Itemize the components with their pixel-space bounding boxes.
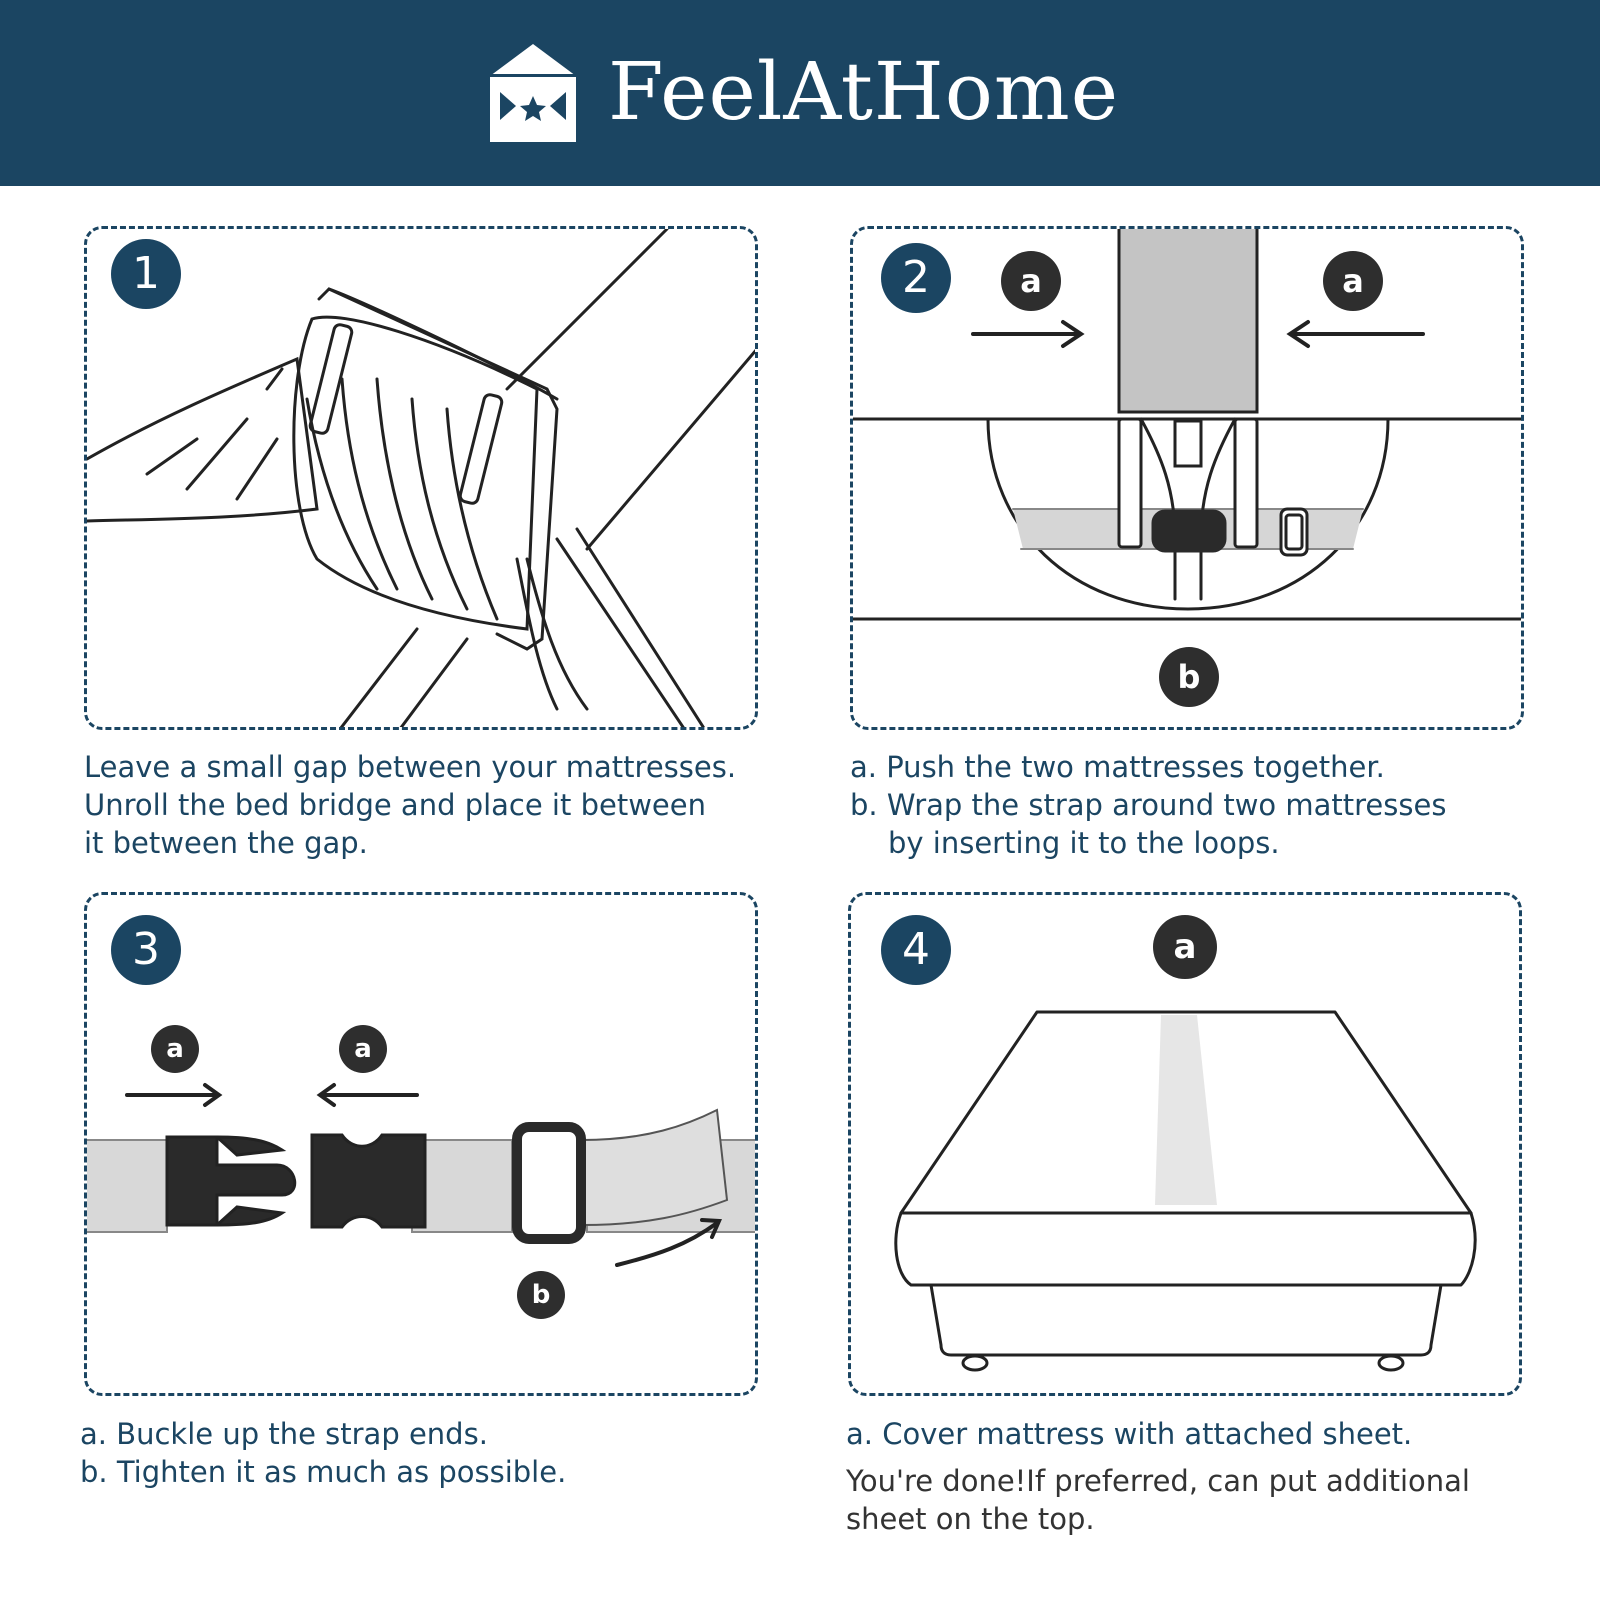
- step-3-label-a-left: a: [151, 1025, 199, 1073]
- step-1-caption-line: it between the gap.: [84, 826, 368, 860]
- step-3-panel: [84, 892, 758, 1396]
- step-2-label-a-right: a: [1323, 251, 1383, 311]
- step-2-caption-line: by inserting it to the loops.: [888, 826, 1280, 860]
- step-1-caption: [84, 748, 736, 862]
- house-icon: [490, 44, 576, 142]
- step-4-note-line: sheet on the top.: [846, 1502, 1095, 1536]
- step-4-badge: 4: [881, 915, 951, 985]
- step-1-caption-line: Leave a small gap between your mattresses.: [84, 750, 737, 784]
- step-2-label-a-left: a: [1001, 251, 1061, 311]
- brand-name: FeelAtHome: [608, 45, 1120, 138]
- step-1-caption-line: Unroll the bed bridge and place it between: [84, 788, 706, 822]
- step-1-panel: [84, 226, 758, 730]
- step-3-label-a-right: a: [339, 1025, 387, 1073]
- step-3-badge: 3: [111, 915, 181, 985]
- step-2-caption: [850, 748, 1446, 862]
- step-2-badge: 2: [881, 243, 951, 313]
- step-4-panel: [848, 892, 1522, 1396]
- step-3-caption: [80, 1415, 566, 1491]
- step-1-badge: 1: [111, 239, 181, 309]
- step-3-caption-line: a. Buckle up the strap ends.: [80, 1417, 488, 1451]
- step-2-caption-line: b. Wrap the strap around two mattresses: [850, 788, 1447, 822]
- step-4-note-line: You're done!If preferred, can put additional: [846, 1464, 1470, 1498]
- step-2-label-b: b: [1159, 647, 1219, 707]
- step-4-label-a: a: [1153, 915, 1217, 979]
- bed-bridge-illustration: [87, 229, 758, 730]
- step-3-label-b: b: [517, 1271, 565, 1319]
- step-3-caption-line: b. Tighten it as much as possible.: [80, 1455, 567, 1489]
- step-4-caption: [846, 1415, 1412, 1453]
- buckle-illustration: [87, 895, 758, 1396]
- step-4-caption-line: a. Cover mattress with attached sheet.: [846, 1417, 1413, 1451]
- step-2-caption-line: a. Push the two mattresses together.: [850, 750, 1385, 784]
- step-2-panel: [850, 226, 1524, 730]
- header-bar: [0, 0, 1600, 186]
- step-4-done-note: [846, 1462, 1470, 1538]
